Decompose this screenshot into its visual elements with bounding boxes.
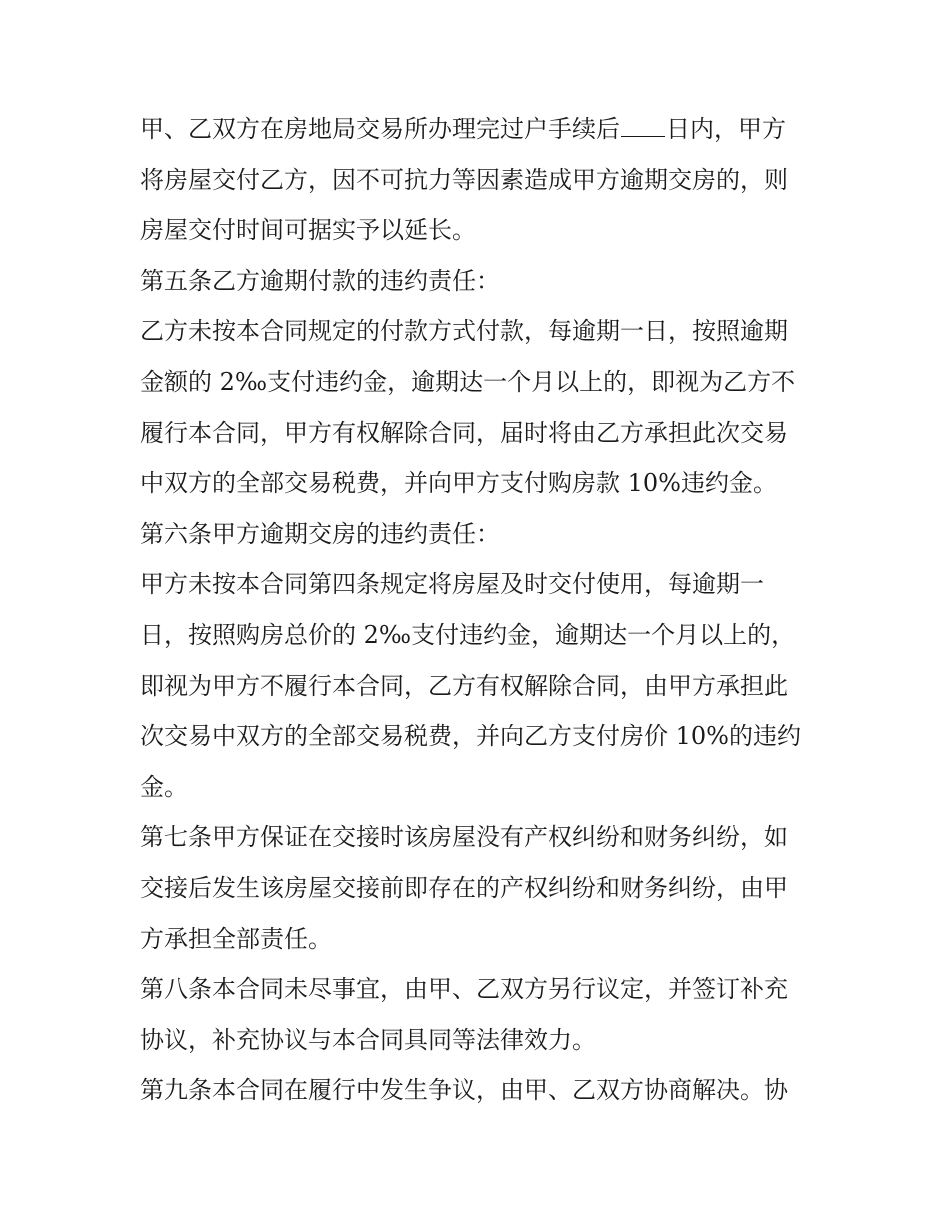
text-line: 即视为甲方不履行本合同，乙方有权解除合同，由甲方承担此 — [140, 671, 788, 700]
text-line: 履行本合同，甲方有权解除合同，届时将由乙方承担此次交易 — [140, 418, 788, 447]
document-body — [140, 104, 812, 1116]
text-line: 交接后发生该房屋交接前即存在的产权纠纷和财务纠纷，由甲 — [140, 873, 788, 902]
text-line: 日，按照购房总价的 2‰支付违约金，逾期达一个月以上的， — [140, 620, 796, 649]
text-line: 乙方未按本合同规定的付款方式付款，每逾期一日，按照逾期 — [140, 317, 788, 346]
text-line: 房屋交付时间可据实予以延长。 — [140, 216, 476, 245]
text-line: 金额的 2‰支付违约金，逾期达一个月以上的，即视为乙方不 — [140, 367, 796, 396]
text-line: 协议，补充协议与本合同具同等法律效力。 — [140, 1025, 596, 1054]
text-segment: 甲、乙双方在房地局交易所办理完过户手续后 — [140, 115, 620, 143]
blank-underline — [621, 114, 665, 137]
text-line: 中双方的全部交易税费，并向甲方支付购房款 10%违约金。 — [140, 469, 777, 498]
article-heading: 第五条乙方逾期付款的违约责任： — [140, 266, 500, 295]
text-line: 甲方未按本合同第四条规定将房屋及时交付使用，每逾期一 — [140, 570, 764, 599]
text-line: 将房屋交付乙方，因不可抗力等因素造成甲方逾期交房的，则 — [140, 165, 788, 194]
article-heading: 第六条甲方逾期交房的违约责任： — [140, 519, 500, 548]
text-line: 金。 — [140, 772, 188, 801]
text-segment: 日内，甲方 — [666, 115, 786, 143]
article-paragraph-start: 第七条甲方保证在交接时该房屋没有产权纠纷和财务纠纷，如 — [140, 823, 788, 852]
article-paragraph-start: 第八条本合同未尽事宜，由甲、乙双方另行议定，并签订补充 — [140, 975, 788, 1004]
text-line: 次交易中双方的全部交易税费，并向乙方支付房价 10%的违约 — [140, 722, 801, 751]
article-paragraph-start: 第九条本合同在履行中发生争议，由甲、乙双方协商解决。协 — [140, 1076, 788, 1105]
text-line — [140, 104, 812, 155]
text-line: 方承担全部责任。 — [140, 924, 332, 953]
